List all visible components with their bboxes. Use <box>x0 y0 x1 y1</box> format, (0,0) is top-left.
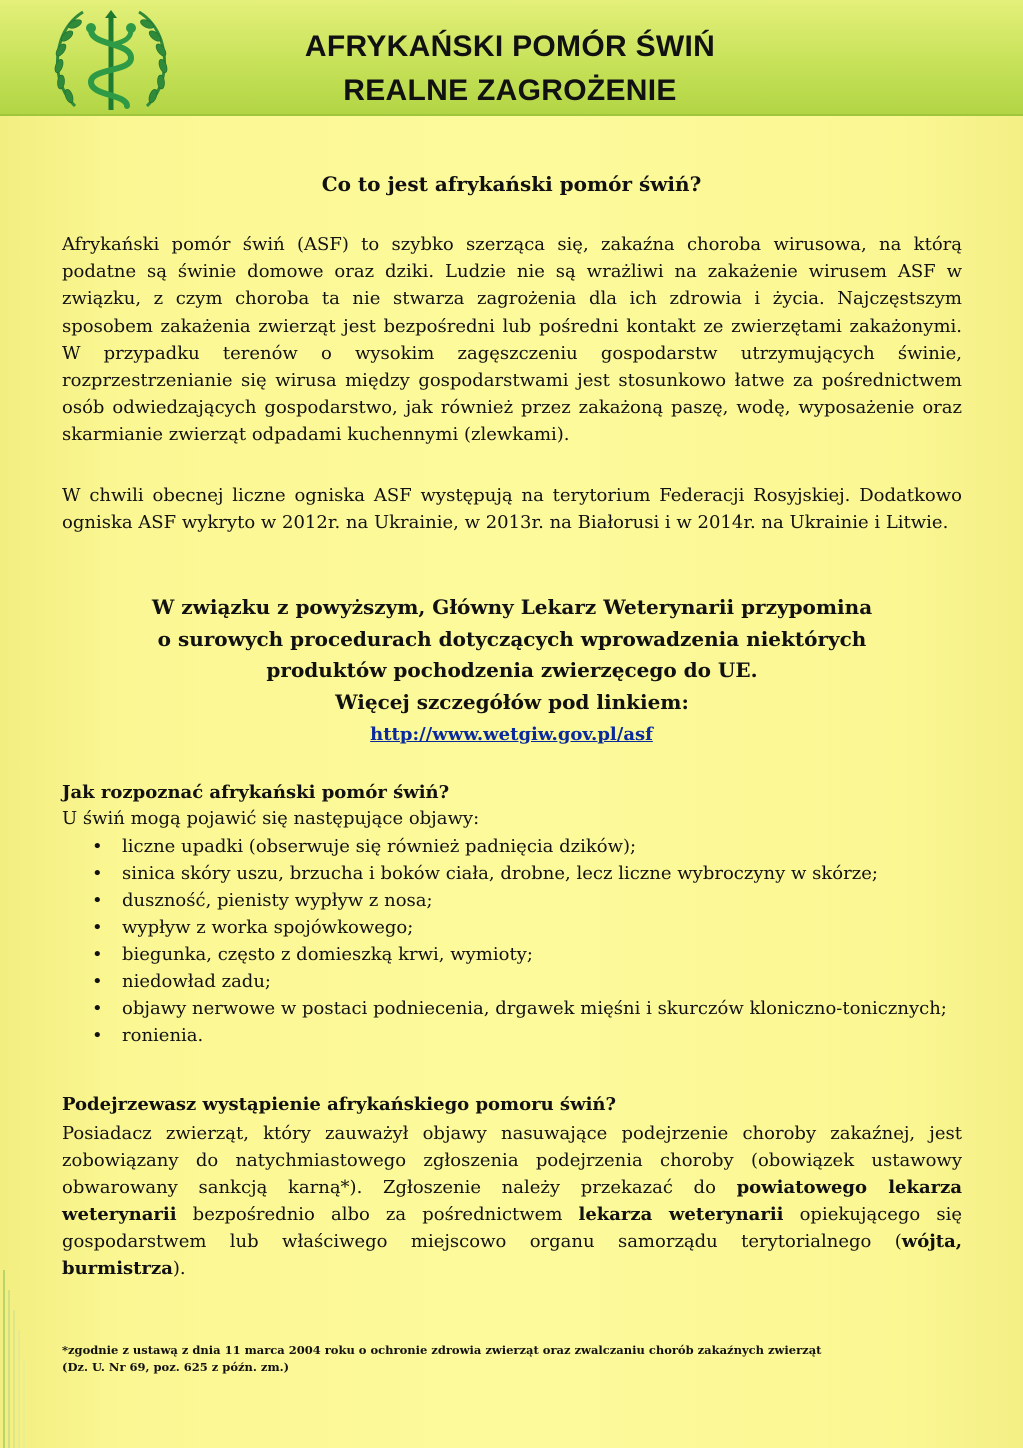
section-heading-recognize-asf: Jak rozpoznać afrykański pomór świń? <box>62 782 450 803</box>
symptoms-intro: U świń mogą pojawić się następujące objawy: <box>62 808 480 829</box>
notice-line: produktów pochodzenia zwierzęcego do UE. <box>266 658 758 682</box>
footnote-line: (Dz. U. Nr 69, poz. 625 z późn. zm.) <box>62 1360 290 1374</box>
bullet-icon: • <box>92 890 103 911</box>
list-item: • biegunka, często z domieszką krwi, wymioty; <box>62 941 962 968</box>
section-heading-suspect-asf: Podejrzewasz wystąpienie afrykańskiego pomoru świń? <box>62 1094 617 1115</box>
section-heading-what-is-asf: Co to jest afrykański pomór świń? <box>321 172 702 196</box>
asf-outbreaks-paragraph: W chwili obecnej liczne ogniska ASF występują na terytorium Federacji Rosyjskiej. Dodatkowo ogniska ASF wykryto w 2012r. na Ukrainie, w 2013r. na Białorusi i w 2014r. na Ukrainie i Litwie. <box>62 485 962 534</box>
list-item: • ronienia. <box>62 1022 962 1049</box>
asf-description-paragraph: Afrykański pomór świń (ASF) to szybko szerząca się, zakaźna choroba wirusowa, na którą podatne są świnie domowe oraz dziki. Ludzie nie są wrażliwi na zakażenie wirusem ASF w związku, z czym choroba ta nie stwarza zagrożenia dla ich zdrowia i życia. Najczęstszym sposobem zakażenia zwierząt jest bezpośredni lub pośredni kontakt ze zwierzętami zakażonymi. W przypadku terenów o wysokim zagęszczeniu gospodarstw utrzymujących świnie, rozprzestrzenianie się wirusa między gospodarstwami jest stosunkowo łatwe za pośrednictwem osób odwiedzających gospodarstwo, jak również przez zakażoną paszę, wodę, wyposażenie oraz skarmianie zwierząt odpadami kuchennymi (zlewkami). <box>62 234 962 446</box>
legal-footnote <box>62 1342 962 1376</box>
list-item: • objawy nerwowe w postaci podniecenia, drgawek mięśni i skurczów kloniczno-tonicznych; <box>62 995 962 1022</box>
page-title-line1: AFRYKAŃSKI POMÓR ŚWIŃ <box>304 30 716 63</box>
list-item: • sinica skóry uszu, brzucha i boków ciała, drobne, lecz liczne wybroczyny w skórze; <box>62 860 962 887</box>
list-item: • duszność, pienisty wypływ z nosa; <box>62 887 962 914</box>
notice-line: o surowych procedurach dotyczących wprowadzenia niektórych <box>157 626 867 651</box>
bold-phrase: wójta, burmistrza <box>62 1231 962 1279</box>
list-item: • niedowład zadu; <box>62 968 962 995</box>
bullet-icon: • <box>92 836 103 857</box>
page-title-line2: REALNE ZAGROŻENIE <box>343 74 677 107</box>
footnote-line: *zgodnie z ustawą z dnia 11 marca 2004 roku o ochronie zdrowia zwierząt oraz zwalczaniu chorób zakaźnych zwierząt <box>62 1343 822 1357</box>
list-item: • liczne upadki (obserwuje się również padnięcia dzików); <box>62 833 962 860</box>
page-header <box>0 0 1023 116</box>
bold-phrase: powiatowego lekarza weterynarii <box>62 1177 962 1225</box>
bold-phrase: lekarza weterynarii <box>578 1204 784 1225</box>
notice-line: W związku z powyższym, Główny Lekarz Weterynarii przypomina <box>151 595 873 619</box>
bullet-icon: • <box>92 998 103 1019</box>
bullet-icon: • <box>92 1025 103 1046</box>
bullet-icon: • <box>92 863 103 884</box>
veterinary-caduceus-laurel-icon <box>45 6 177 124</box>
symptoms-list <box>62 833 962 1049</box>
notice-line: Więcej szczegółów pod linkiem: <box>335 689 689 714</box>
list-item: • wypływ z worka spojówkowego; <box>62 914 962 941</box>
wetgiw-link-line <box>0 724 1023 745</box>
bullet-icon: • <box>92 917 103 938</box>
wetgiw-asf-link[interactable]: http://www.wetgiw.gov.pl/asf <box>370 724 653 745</box>
bullet-icon: • <box>92 944 103 965</box>
bullet-icon: • <box>92 971 103 992</box>
decorative-border-lines <box>0 1270 40 1448</box>
reporting-obligation-paragraph: Posiadacz zwierząt, który zauważył objawy nasuwające podejrzenie choroby zakaźnej, jest zobowiązany do natychmiastowego zgłoszenia podejrzenia choroby (obowiązek ustawowy obwarowany sankcją karną*). Zgłoszenie należy przekazać do powiatowego lekarza weterynarii bezpośrednio albo za pośrednictwem lekarza weterynarii opiekującego się gospodarstwem lub właściwego miejscowo organu samorządu terytorialnego (wójta, burmistrza). <box>62 1123 963 1279</box>
veterinary-notice <box>62 592 962 718</box>
